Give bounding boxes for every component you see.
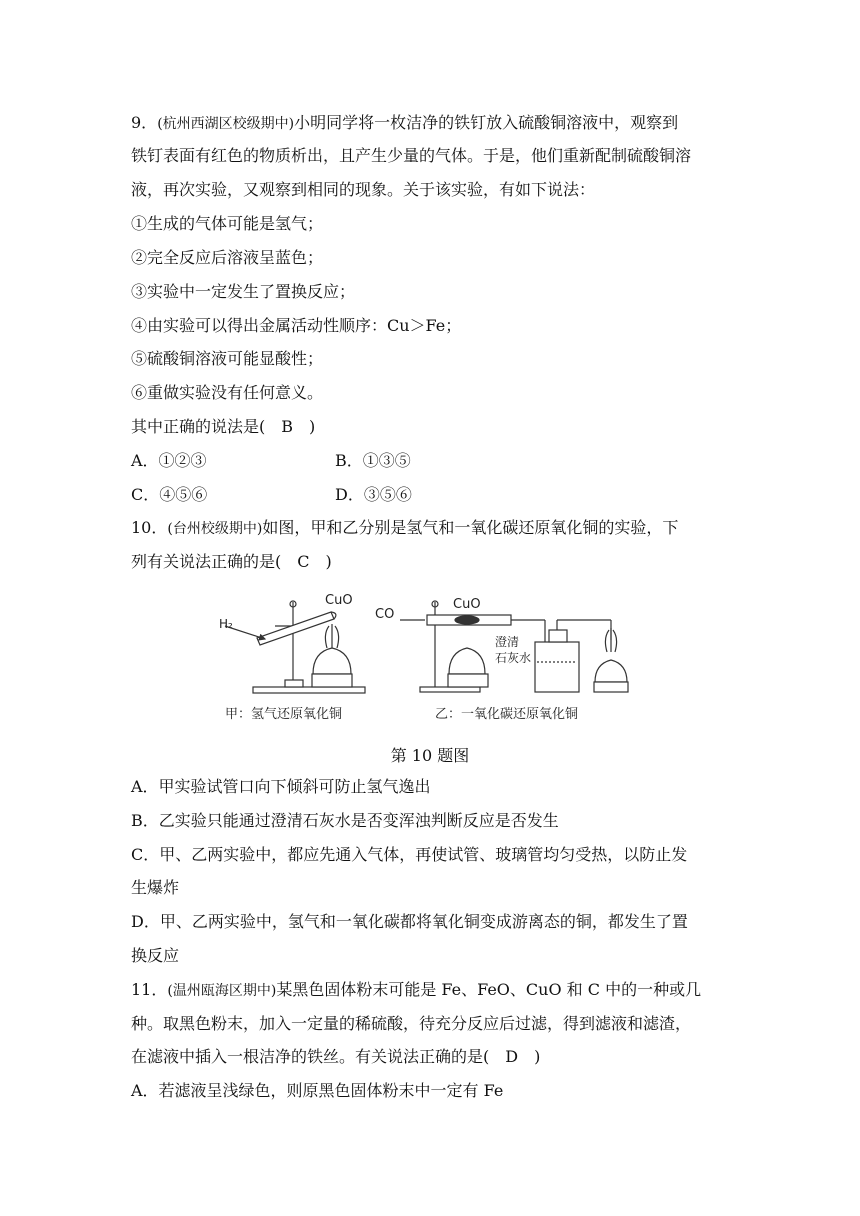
q9-option-a: A．①②③ xyxy=(131,451,207,470)
figure-caption-left: 甲：氢气还原氧化铜 xyxy=(225,707,343,722)
q9-statement-4: ④由实验可以得出金属活动性顺序：Cu＞Fe； xyxy=(131,316,462,335)
cuo-label-right: CuO xyxy=(453,597,481,612)
q10-stem-2: 列有关说法正确的是( C ) xyxy=(131,552,332,571)
q9-stem-3: 液，再次实验，又观察到相同的现象。关于该实验，有如下说法： xyxy=(131,180,596,199)
q9-option-b: B．①③⑤ xyxy=(335,451,411,470)
q10-number: 10． xyxy=(131,518,168,537)
hydrogen-reduction-apparatus xyxy=(219,593,365,693)
q9-statement-3: ③实验中一定发生了置换反应； xyxy=(131,282,356,301)
q10-source: (台州校级期中) xyxy=(167,521,263,537)
q11-option-a: A．若滤液呈浅绿色，则原黑色固体粉末中一定有 Fe xyxy=(131,1081,504,1100)
q9-statement-6: ⑥重做实验没有任何意义。 xyxy=(131,383,324,402)
q11-source: (温州瓯海区期中) xyxy=(167,983,277,999)
q9-line-1 xyxy=(131,113,678,134)
q9-statement-5: ⑤硫酸铜溶液可能显酸性； xyxy=(131,349,324,368)
q10-line-1 xyxy=(131,518,678,539)
q9-number: 9． xyxy=(131,113,158,132)
cuo-label-left: CuO xyxy=(325,593,353,608)
q9-source: (杭州西湖区校级期中) xyxy=(157,116,295,132)
q10-option-d-cont: 换反应 xyxy=(131,946,180,965)
co-label: CO xyxy=(375,607,395,622)
limewater-label-1: 澄清 xyxy=(495,635,520,649)
q10-option-c-cont: 生爆炸 xyxy=(131,878,180,897)
q9-stem-1: 小明同学将一枚洁净的铁钉放入硫酸铜溶液中，观察到 xyxy=(294,113,679,132)
q10-apparatus-figure xyxy=(205,582,645,728)
q11-line-1 xyxy=(131,980,701,1001)
q9-option-d: D．③⑤⑥ xyxy=(335,485,412,504)
q10-stem-1: 如图，甲和乙分别是氢气和一氧化碳还原氧化铜的实验，下 xyxy=(262,518,679,537)
q11-stem-1: 某黑色固体粉末可能是 Fe、FeO、CuO 和 C 中的一种或几 xyxy=(276,980,702,999)
q10-option-b: B．乙实验只能通过澄清石灰水是否变浑浊判断反应是否发生 xyxy=(131,811,559,830)
figure-caption-right: 乙：一氧化碳还原氧化铜 xyxy=(435,707,579,722)
carbon-monoxide-reduction-apparatus xyxy=(375,597,628,692)
q10-option-c: C．甲、乙两实验中，都应先通入气体，再使试管、玻璃管均匀受热，以防止发 xyxy=(131,845,688,864)
q9-stem-2: 铁钉表面有红色的物质析出，且产生少量的气体。于是，他们重新配制硫酸铜溶 xyxy=(131,146,692,165)
q9-option-c: C．④⑤⑥ xyxy=(131,485,208,504)
q9-ask: 其中正确的说法是( B ) xyxy=(131,417,316,436)
limewater-label-2: 石灰水 xyxy=(495,651,532,665)
q11-number: 11． xyxy=(131,980,168,999)
h2-label: H₂ xyxy=(219,617,233,631)
q9-statement-1: ①生成的气体可能是氢气； xyxy=(131,214,324,233)
q9-statement-2: ②完全反应后溶液呈蓝色； xyxy=(131,248,324,267)
q11-stem-2: 种。取黑色粉末，加入一定量的稀硫酸，待充分反应后过滤，得到滤液和滤渣， xyxy=(131,1014,692,1033)
q10-option-a: A．甲实验试管口向下倾斜可防止氢气逸出 xyxy=(131,777,431,796)
q11-stem-3: 在滤液中插入一根洁净的铁丝。有关说法正确的是( D ) xyxy=(131,1047,541,1066)
q10-option-d: D．甲、乙两实验中，氢气和一氧化碳都将氧化铜变成游离态的铜，都发生了置 xyxy=(131,912,688,931)
figure-caption: 第 10 题图 xyxy=(390,746,470,765)
